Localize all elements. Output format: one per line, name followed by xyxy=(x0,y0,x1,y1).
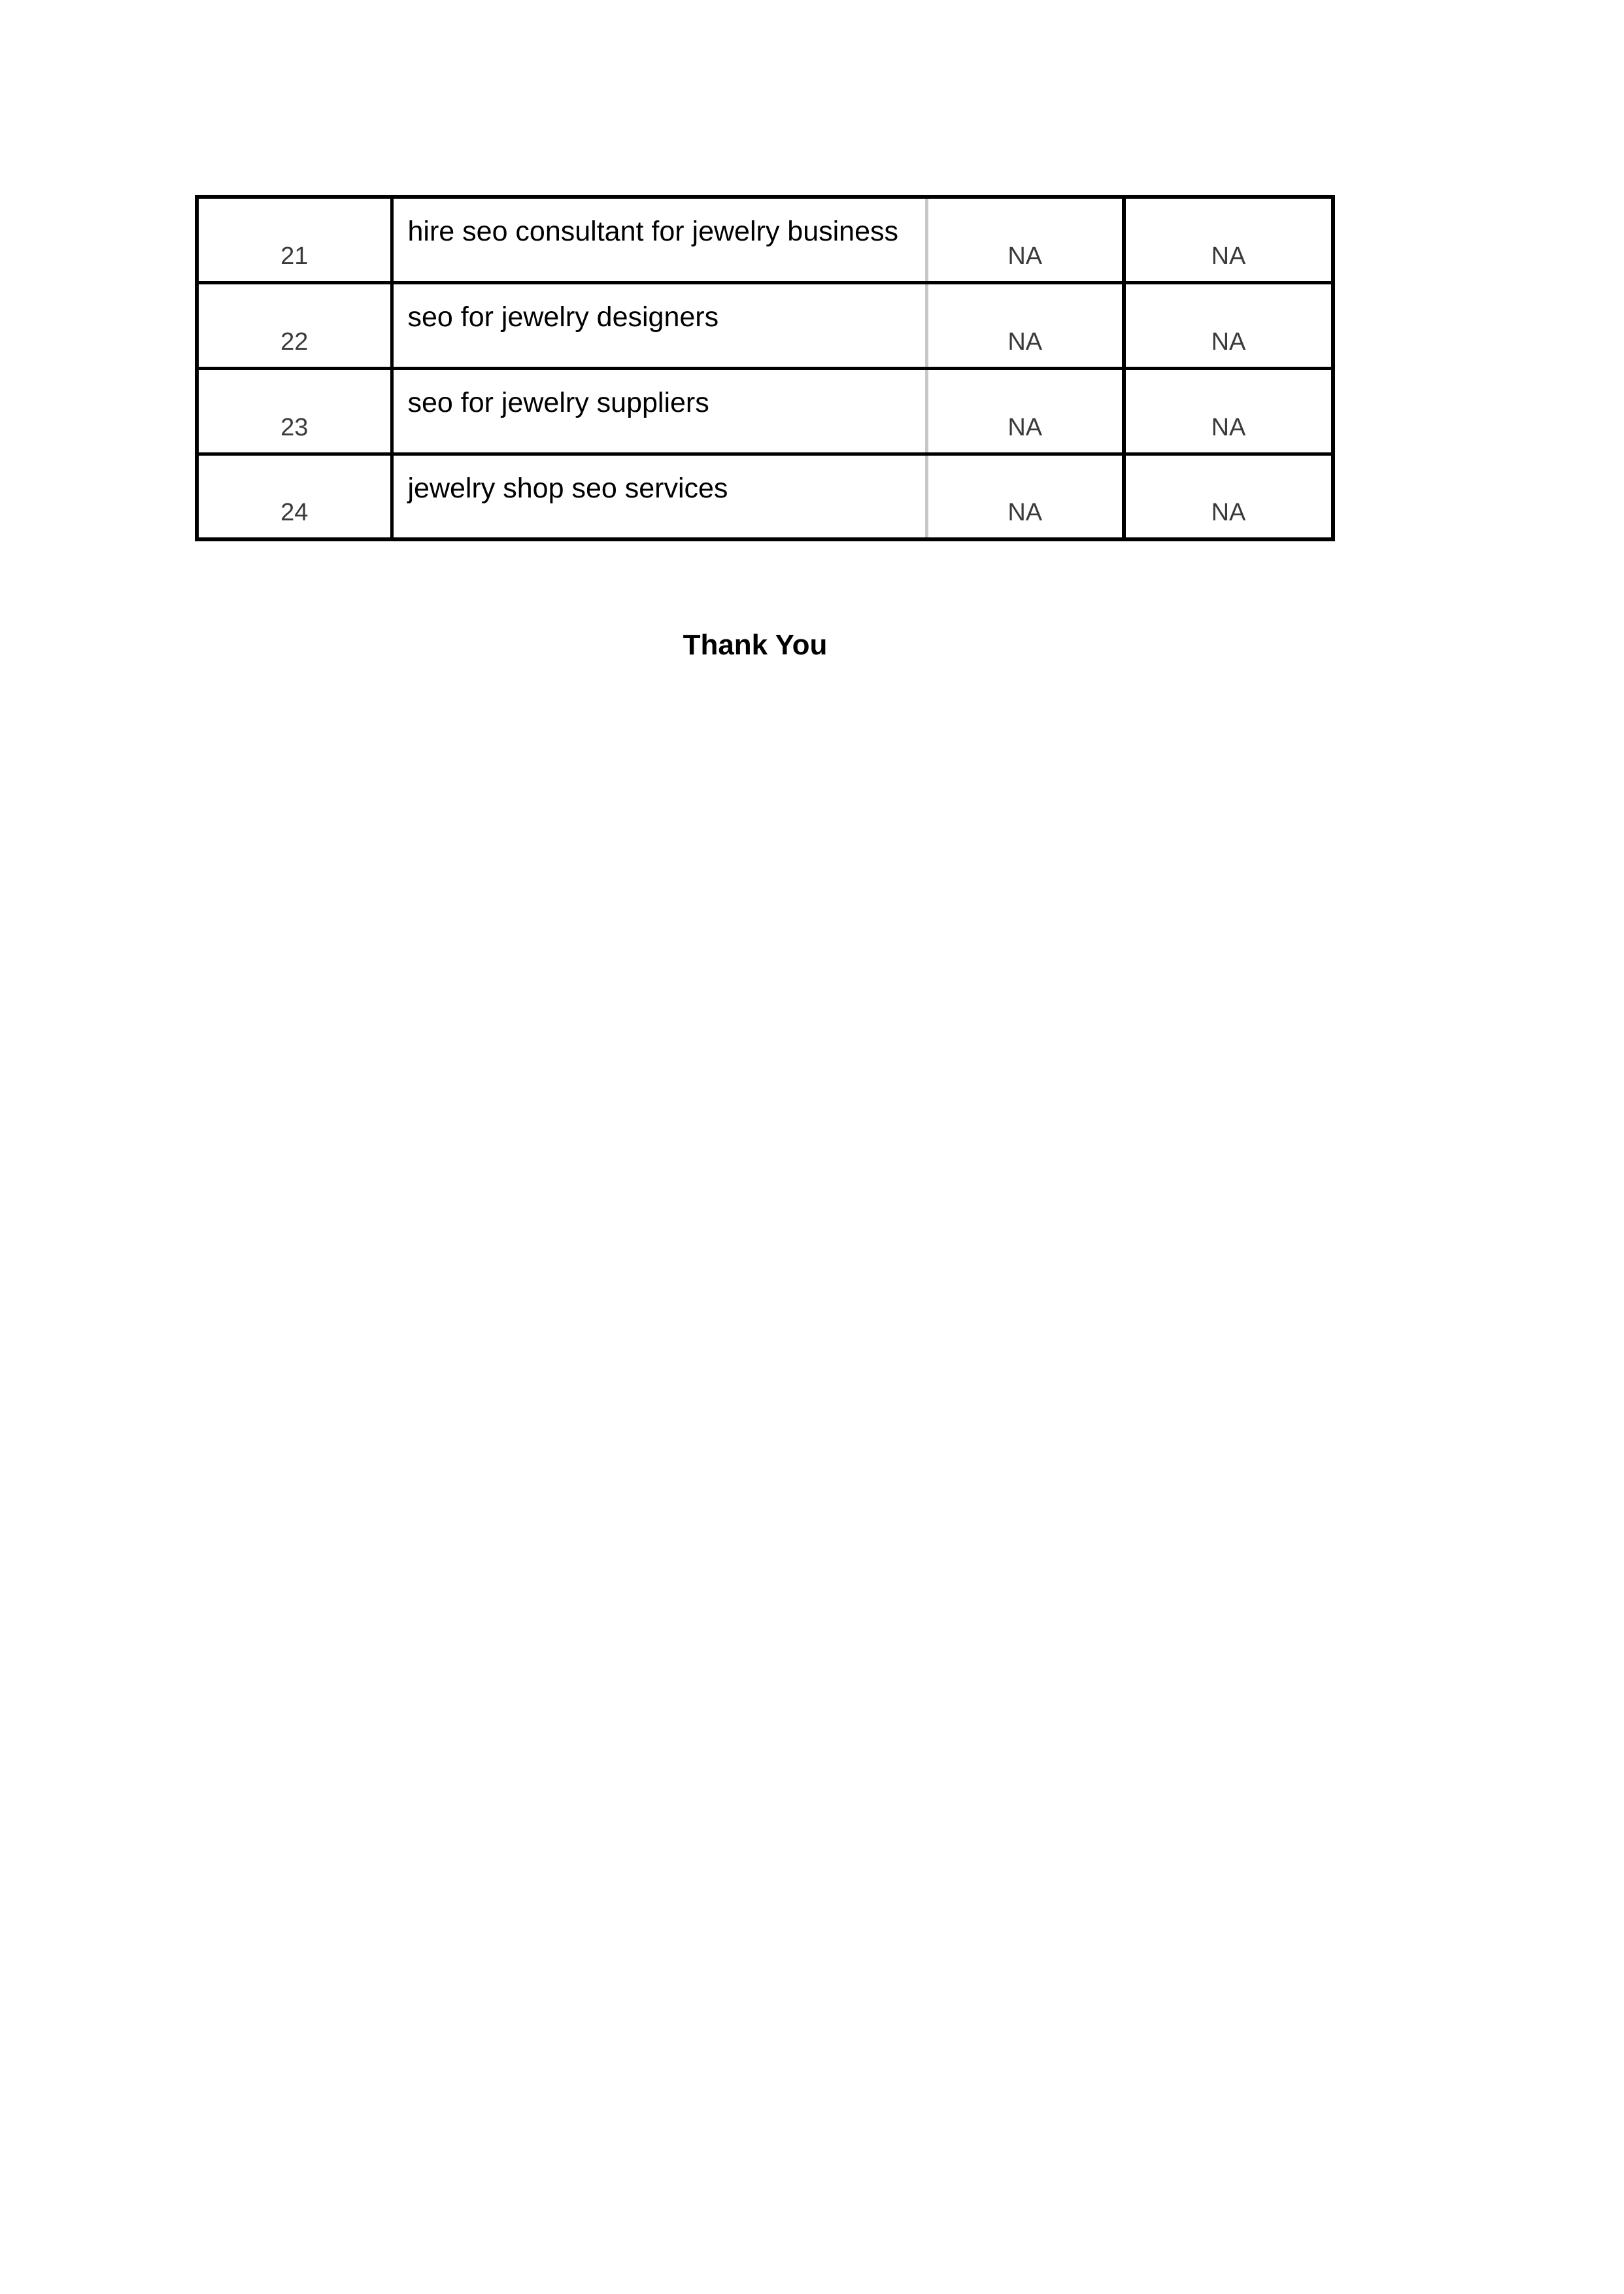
keyword-cell: jewelry shop seo services xyxy=(392,454,926,539)
value-cell-b: NA xyxy=(1124,368,1333,454)
keyword-cell: seo for jewelry designers xyxy=(392,282,926,368)
value-cell-b: NA xyxy=(1124,197,1333,282)
value-cell-a: NA xyxy=(926,197,1124,282)
value-cell-a: NA xyxy=(926,368,1124,454)
keyword-cell: seo for jewelry suppliers xyxy=(392,368,926,454)
value-cell-a: NA xyxy=(926,282,1124,368)
table-row xyxy=(197,368,1333,454)
value-cell-b: NA xyxy=(1124,282,1333,368)
keyword-table xyxy=(195,195,1335,541)
value-cell-a: NA xyxy=(926,454,1124,539)
value-cell-b: NA xyxy=(1124,454,1333,539)
closing-text: Thank You xyxy=(683,629,828,661)
table-row xyxy=(197,282,1333,368)
table-row xyxy=(197,454,1333,539)
table-row xyxy=(197,197,1333,282)
keyword-cell: hire seo consultant for jewelry business xyxy=(392,197,926,282)
row-number: 23 xyxy=(197,368,392,454)
row-number: 21 xyxy=(197,197,392,282)
row-number: 24 xyxy=(197,454,392,539)
row-number: 22 xyxy=(197,282,392,368)
